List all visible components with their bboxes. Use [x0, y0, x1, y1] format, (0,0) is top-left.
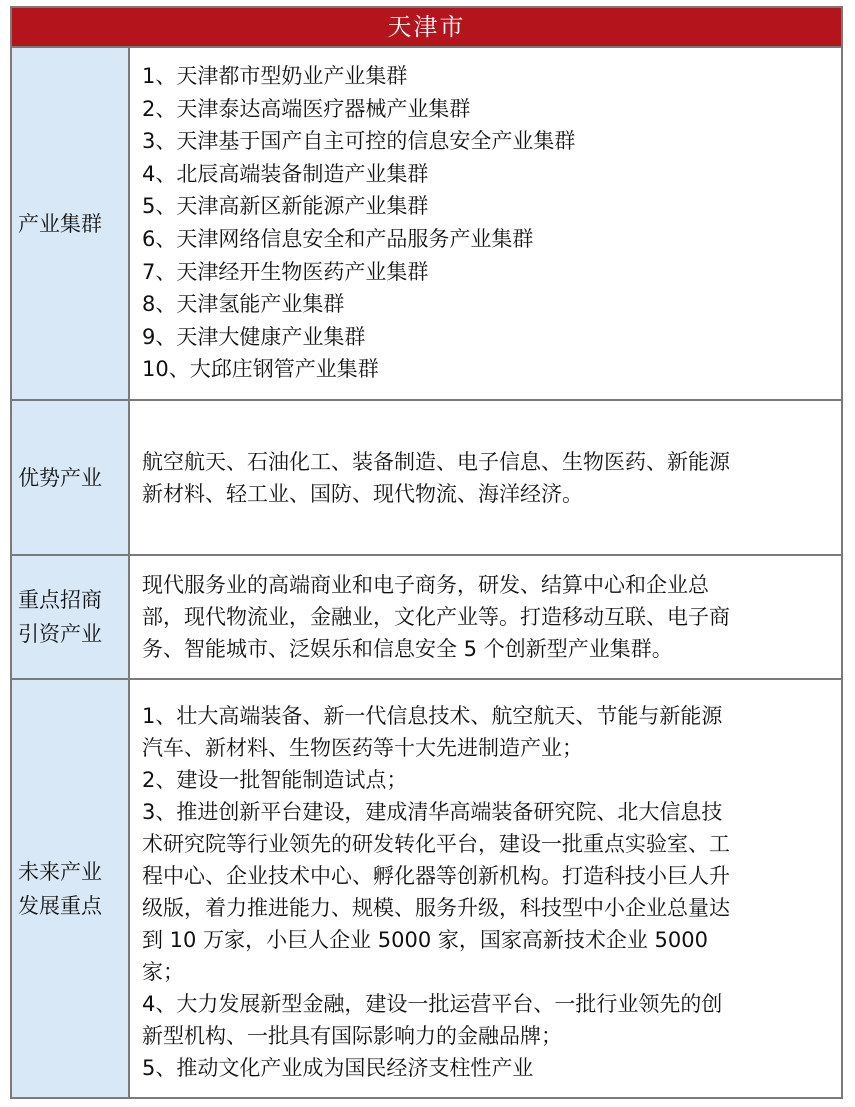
- text-line: 5、推动文化产业成为国民经济支柱性产业: [142, 1056, 534, 1080]
- cluster-item: 7、天津经开生物医药产业集群: [142, 259, 429, 284]
- row-label-text: 重点招商: [18, 588, 102, 612]
- text-line: 现代服务业的高端商业和电子商务，研发、结算中心和企业总: [142, 573, 709, 597]
- text-line: 术研究院等行业领先的研发转化平台，建设一批重点实验室、工: [142, 832, 730, 856]
- row-industry-clusters: [12, 48, 841, 401]
- row-content-future: [130, 680, 841, 1097]
- text-line: 部，现代物流业，金融业，文化产业等。打造移动互联、电子商: [142, 605, 730, 629]
- info-table: [10, 6, 843, 1099]
- row-content-investment: [130, 556, 841, 678]
- text-line: 家；: [142, 960, 184, 984]
- row-content-clusters: [130, 48, 841, 399]
- text-line: 2、建设一批智能制造试点；: [142, 768, 408, 792]
- row-label-text: 未来产业: [18, 859, 102, 884]
- cluster-item: 9、天津大健康产业集群: [142, 324, 366, 349]
- text-line: 3、推进创新平台建设，建成清华高端装备研究院、北大信息技: [142, 800, 723, 824]
- row-label-advantage: [12, 401, 130, 554]
- row-label-text: 发展重点: [18, 893, 102, 918]
- cluster-item: 5、天津高新区新能源产业集群: [142, 194, 429, 219]
- row-label-text: 优势产业: [18, 465, 102, 490]
- text-line: 4、大力发展新型金融，建设一批运营平台、一批行业领先的创: [142, 992, 723, 1016]
- text-line: 航空航天、石油化工、装备制造、电子信息、生物医药、新能源: [142, 449, 730, 474]
- row-label-investment: [12, 556, 130, 678]
- text-line: 程中心、企业技术中心、孵化器等创新机构。打造科技小巨人升: [142, 864, 730, 888]
- text-line: 到 10 万家，小巨人企业 5000 家，国家高新技术企业 5000: [142, 928, 708, 952]
- text-line: 新型机构、一批具有国际影响力的金融品牌；: [142, 1024, 562, 1048]
- row-label-text: 引资产业: [18, 622, 102, 646]
- text-line: 新材料、轻工业、国防、现代物流、海洋经济。: [142, 481, 583, 506]
- row-label-future: [12, 680, 130, 1097]
- cluster-item: 2、天津泰达高端医疗器械产业集群: [142, 96, 471, 121]
- row-label-clusters: [12, 48, 130, 399]
- text-line: 务、智能城市、泛娱乐和信息安全 5 个创新型产业集群。: [142, 637, 673, 661]
- cluster-item: 10、大邱庄钢管产业集群: [142, 357, 379, 382]
- text-line: 级版，着力推进能力、规模、服务升级，科技型中小企业总量达: [142, 896, 730, 920]
- cluster-item: 3、天津基于国产自主可控的信息安全产业集群: [142, 129, 576, 154]
- cluster-item: 8、天津氢能产业集群: [142, 292, 345, 317]
- cluster-item: 1、天津都市型奶业产业集群: [142, 64, 408, 88]
- table-title: 天津市: [12, 8, 841, 48]
- row-content-advantage: [130, 401, 841, 554]
- text-line: 1、壮大高端装备、新一代信息技术、航空航天、节能与新能源: [142, 704, 723, 728]
- row-key-investment: [12, 556, 841, 680]
- row-label-text: 产业集群: [18, 211, 102, 236]
- text-line: 汽车、新材料、生物医药等十大先进制造产业；: [142, 736, 583, 760]
- cluster-item: 6、天津网络信息安全和产品服务产业集群: [142, 226, 534, 251]
- cluster-item: 4、北辰高端装备制造产业集群: [142, 161, 429, 186]
- row-advantage-industries: [12, 401, 841, 556]
- row-future-focus: [12, 680, 841, 1097]
